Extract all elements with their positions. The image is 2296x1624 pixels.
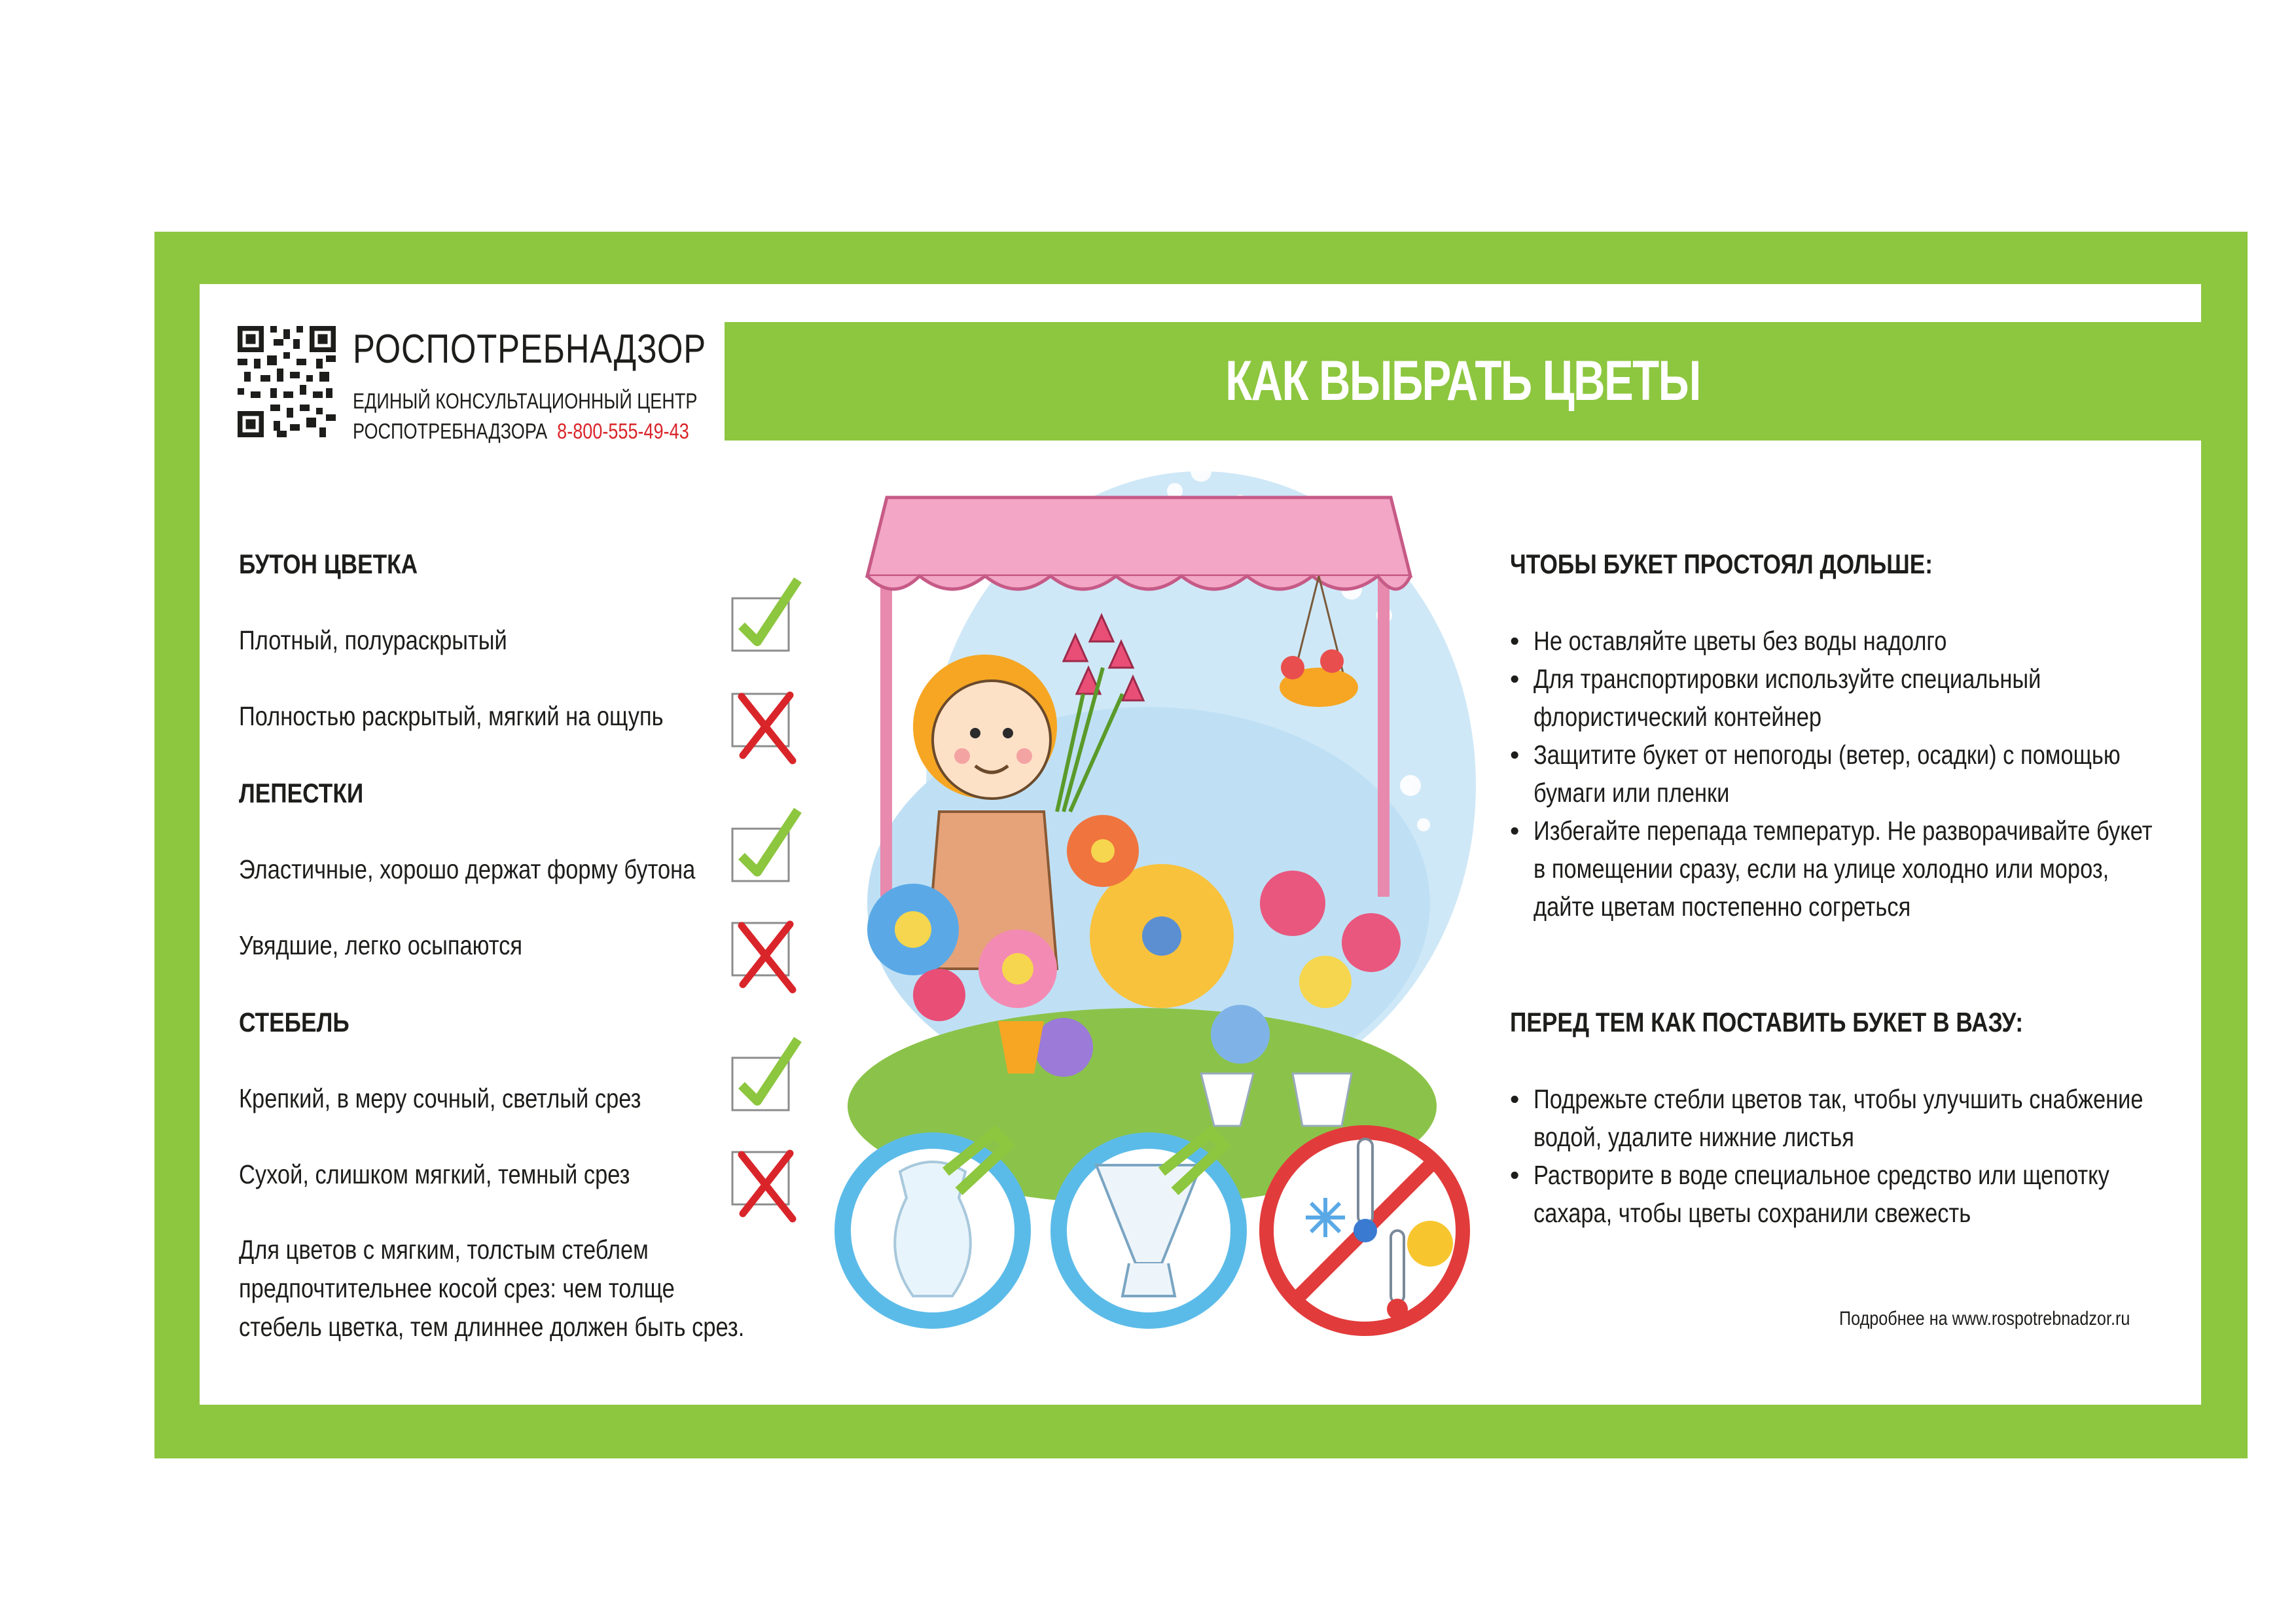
list-item: • Защитите букет от непогоды (ветер, осадки) с помощью бумаги или пленки bbox=[1510, 736, 2270, 812]
petals-good-item: Эластичные, хорошо держат форму бутона bbox=[239, 854, 696, 884]
cross-icon bbox=[730, 1146, 802, 1224]
section-heading-petals: ЛЕПЕСТКИ bbox=[239, 778, 364, 808]
list-item: • Для транспортировки используйте специальный флористический контейнер bbox=[1510, 660, 2270, 736]
phone-number: 8-800-555-49-43 bbox=[557, 419, 689, 443]
page-title: КАК ВЫБРАТЬ ЦВЕТЫ bbox=[1225, 350, 1700, 412]
org-subtitle bbox=[353, 386, 697, 446]
frame-corner bbox=[2201, 284, 2248, 323]
section-heading-stem: СТЕБЕЛЬ bbox=[239, 1007, 350, 1038]
block2-heading: ПЕРЕД ТЕМ КАК ПОСТАВИТЬ БУКЕТ В ВАЗУ: bbox=[1510, 1007, 2024, 1038]
block1-heading: ЧТОБЫ БУКЕТ ПРОСТОЯЛ ДОЛЬШЕ: bbox=[1510, 549, 1933, 579]
petals-bad-item: Увядшие, легко осыпаются bbox=[239, 930, 523, 960]
list-item: • Избегайте перепада температур. Не разворачивайте букет в помещении сразу, если на улице холодно или мороз, дайте цветам постепенно согреться bbox=[1510, 812, 2270, 926]
website-link[interactable]: Подробнее на www.rospotrebnadzor.ru bbox=[1839, 1308, 2130, 1329]
bud-good-item: Плотный, полураскрытый bbox=[239, 625, 507, 655]
cross-icon bbox=[730, 687, 802, 766]
cross-icon bbox=[730, 916, 802, 995]
vase-icon bbox=[834, 1132, 1031, 1329]
list-item: • Подрежьте стебли цветов так, чтобы улучшить снабжение водой, удалите нижние листья bbox=[1510, 1080, 2259, 1156]
section-heading-bud: БУТОН ЦВЕТКА bbox=[239, 549, 418, 579]
qr-code-icon bbox=[238, 326, 336, 437]
org-line1: ЕДИНЫЙ КОНСУЛЬТАЦИОННЫЙ ЦЕНТР bbox=[353, 389, 698, 413]
checkmark-icon bbox=[730, 576, 802, 655]
block1-list bbox=[1510, 622, 2270, 926]
title-banner bbox=[725, 322, 2201, 441]
stem-good-item: Крепкий, в меру сочный, светлый срез bbox=[239, 1083, 641, 1113]
block2-list bbox=[1510, 1080, 2259, 1232]
org-line2: РОСПОТРЕБНАДЗОРА bbox=[353, 419, 548, 443]
no-temperature-change-icon bbox=[1266, 1132, 1463, 1329]
flower-shop-illustration bbox=[834, 445, 1476, 1348]
checkmark-icon bbox=[730, 806, 802, 885]
cut-note: Для цветов с мягким, толстым стеблем предпочтительнее косой срез: чем толще стебель цветка, тем длиннее должен быть срез. bbox=[239, 1235, 745, 1342]
list-item: • Не оставляйте цветы без воды надолго bbox=[1510, 622, 2270, 660]
checkmark-icon bbox=[730, 1036, 802, 1114]
list-item: • Растворите в воде специальное средство или щепотку сахара, чтобы цветы сохранили свежесть bbox=[1510, 1156, 2259, 1232]
wrapped-bouquet-icon bbox=[1050, 1132, 1247, 1329]
org-name: РОСПОТРЕБНАДЗОР bbox=[353, 327, 707, 372]
stem-bad-item: Сухой, слишком мягкий, темный срез bbox=[239, 1159, 630, 1189]
bud-bad-item: Полностью раскрытый, мягкий на ощупь bbox=[239, 701, 664, 731]
